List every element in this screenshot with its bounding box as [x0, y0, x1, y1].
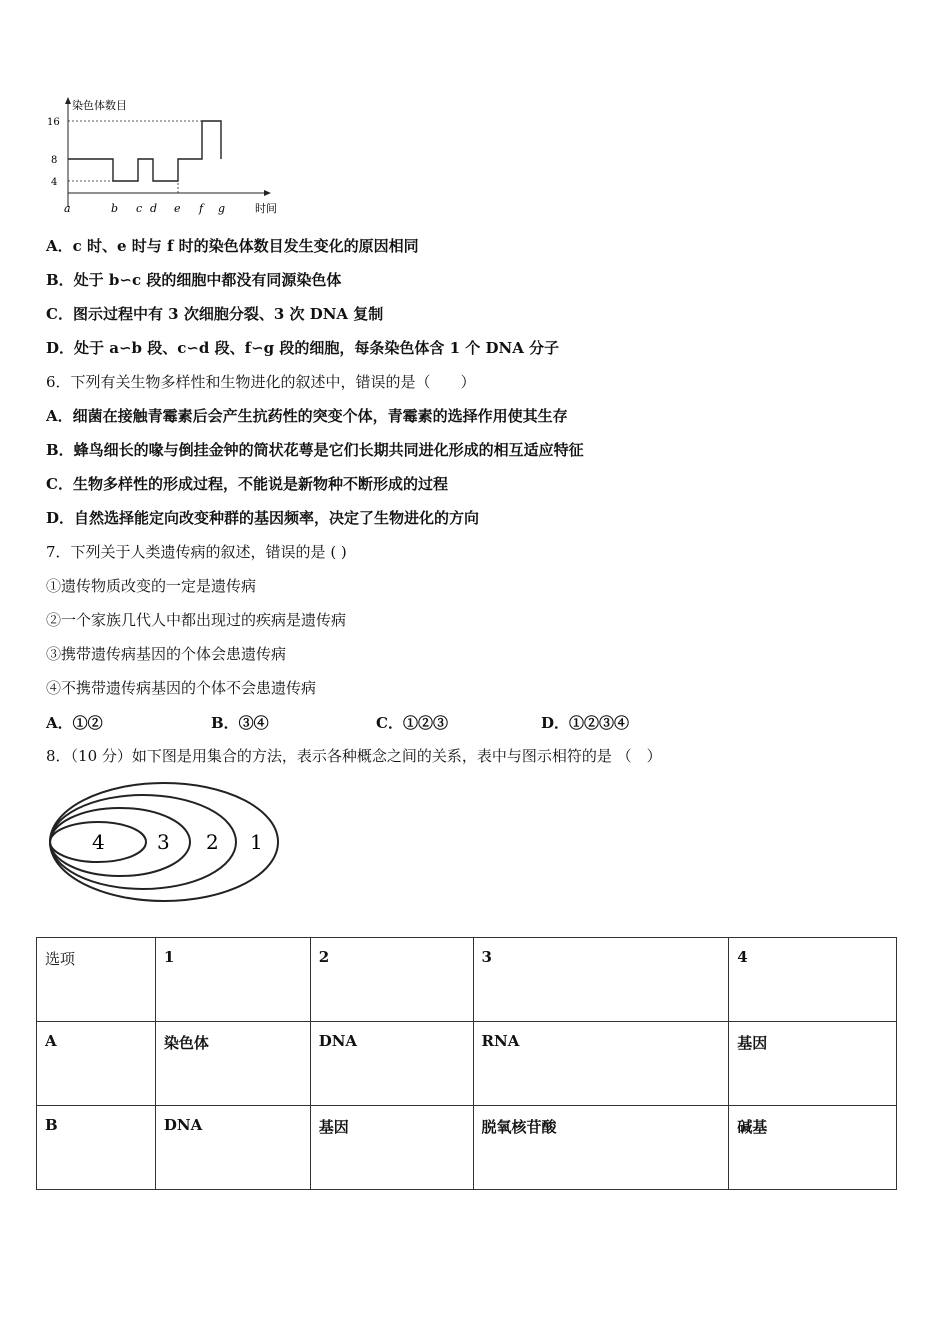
q7-statement-2: ②一个家族几代人中都出现过的疾病是遗传病 [46, 611, 347, 629]
q7-option-a: A．①② [46, 714, 103, 732]
q5-option-d: D．处于 a∽b 段、c∽d 段、f∽g 段的细胞，每条染色体含 1 个 DNA 分子 [46, 339, 560, 357]
q8-stem: 8．（10 分）如下图是用集合的方法，表示各种概念之间的关系，表中与图示相符的是 （ ） [46, 747, 662, 765]
set-label-2: 2 [206, 830, 219, 854]
table-cell: DNA [310, 1022, 473, 1106]
q7-statement-3: ③携带遗传病基因的个体会患遗传病 [46, 645, 287, 663]
table-row [37, 1022, 897, 1106]
y-tick-4: 4 [51, 177, 58, 188]
q5-option-c: C．图示过程中有 3 次细胞分裂、3 次 DNA 复制 [46, 305, 384, 323]
table-cell: A [37, 1022, 156, 1106]
x-axis-arrow [264, 190, 271, 196]
y-axis-arrow [65, 97, 71, 104]
x-label-f: f [199, 202, 204, 215]
q6-stem: 6．下列有关生物多样性和生物进化的叙述中，错误的是（ ） [46, 373, 476, 391]
table-cell: 脱氧核苷酸 [473, 1106, 729, 1190]
x-label-d: d [150, 202, 158, 215]
q7-statement-1: ①遗传物质改变的一定是遗传病 [46, 577, 257, 595]
table-cell: 碱基 [729, 1106, 897, 1190]
q5-option-a: A．c 时、e 时与 f 时的染色体数目发生变化的原因相同 [46, 237, 419, 255]
y-axis-label: 染色体数目 [72, 99, 127, 112]
q6-option-d: D．自然选择能定向改变种群的基因频率，决定了生物进化的方向 [46, 509, 480, 527]
table-cell: 基因 [729, 1022, 897, 1106]
table-cell: 基因 [310, 1106, 473, 1190]
x-axis-label: 时间 [255, 202, 277, 215]
nested-sets-diagram [46, 778, 286, 908]
x-label-b: b [111, 202, 119, 215]
y-tick-16: 16 [47, 117, 60, 128]
table-cell: DNA [155, 1106, 310, 1190]
x-label-e: e [174, 202, 181, 215]
table-row [37, 1106, 897, 1190]
table-header-cell: 1 [155, 938, 310, 1022]
q7-option-d: D．①②③④ [541, 714, 630, 732]
q6-option-a: A．细菌在接触青霉素后会产生抗药性的突变个体，青霉素的选择作用使其生存 [46, 407, 568, 425]
table-header-cell: 4 [729, 938, 897, 1022]
set-label-4: 4 [92, 830, 105, 854]
q5-option-b: B．处于 b∽c 段的细胞中都没有同源染色体 [46, 271, 342, 289]
x-label-a: a [64, 202, 71, 215]
q6-option-c: C．生物多样性的形成过程，不能说是新物种不断形成的过程 [46, 475, 448, 493]
q7-option-b: B．③④ [211, 714, 269, 732]
x-label-c: c [136, 202, 143, 215]
table-header-cell: 选项 [37, 938, 156, 1022]
table-header-row [37, 938, 897, 1022]
table-cell: 染色体 [155, 1022, 310, 1106]
q7-stem: 7．下列关于人类遗传病的叙述，错误的是 ( ) [46, 543, 347, 561]
table-header-cell: 3 [473, 938, 729, 1022]
chromosome-chart [40, 95, 280, 220]
q7-options [46, 712, 746, 732]
table-cell: B [37, 1106, 156, 1190]
table-header-cell: 2 [310, 938, 473, 1022]
chromosome-line [68, 121, 221, 181]
y-tick-8: 8 [51, 155, 58, 166]
q7-statement-4: ④不携带遗传病基因的个体不会患遗传病 [46, 679, 317, 697]
table-cell: RNA [473, 1022, 729, 1106]
q6-option-b: B．蜂鸟细长的喙与倒挂金钟的筒状花萼是它们长期共同进化形成的相互适应特征 [46, 441, 584, 459]
set-label-1: 1 [250, 830, 263, 854]
options-table [36, 937, 897, 1190]
set-label-3: 3 [157, 830, 170, 854]
q7-option-c: C．①②③ [376, 714, 448, 732]
x-label-g: g [218, 202, 226, 215]
